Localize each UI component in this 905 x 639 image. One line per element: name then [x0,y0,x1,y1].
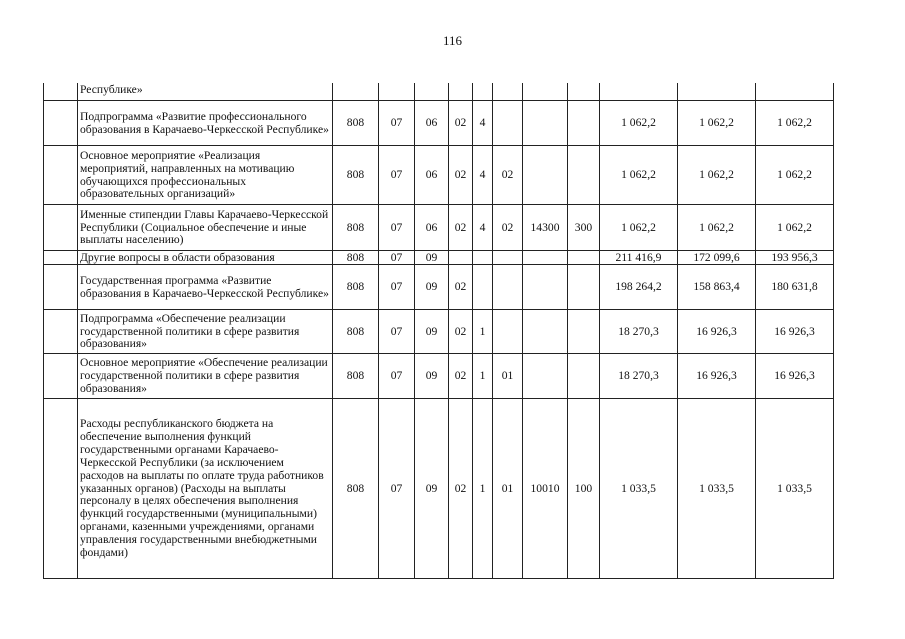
measure-cell: 02 [493,204,523,250]
year1-amount [600,83,678,100]
year1-amount: 1 062,2 [600,100,678,145]
section-cell: 07 [379,398,415,578]
year1-amount: 211 416,9 [600,250,678,264]
program-cell: 02 [449,309,473,353]
expense-type-cell [568,83,600,100]
expense-type-cell: 100 [568,398,600,578]
year3-amount [756,83,834,100]
year2-amount [678,83,756,100]
subsection-cell [415,83,449,100]
table-row [44,250,834,264]
program-cell: 02 [449,145,473,204]
measure-cell [493,309,523,353]
direction-cell [523,353,568,398]
program-cell: 02 [449,398,473,578]
table-row [44,145,834,204]
table-row [44,353,834,398]
year2-amount: 1 062,2 [678,145,756,204]
table-row [44,264,834,309]
year2-amount: 16 926,3 [678,353,756,398]
ved-cell: 808 [333,398,379,578]
blank-cell [44,204,78,250]
measure-cell [493,250,523,264]
expense-type-cell [568,100,600,145]
expense-type-cell [568,264,600,309]
item-name: Основное мероприятие «Реализация мероприятий, направленных на мотивацию обучающихся профессиональных образовательных организаций» [78,145,333,204]
ved-cell: 808 [333,264,379,309]
blank-cell [44,100,78,145]
program-cell [449,83,473,100]
year2-amount: 172 099,6 [678,250,756,264]
subprogram-cell [473,264,493,309]
subprogram-cell: 4 [473,145,493,204]
direction-cell [523,100,568,145]
subsection-cell: 09 [415,353,449,398]
year3-amount: 1 033,5 [756,398,834,578]
item-name: Подпрограмма «Развитие профессионального образования в Карачаево-Черкесской Республике» [78,100,333,145]
expense-type-cell [568,353,600,398]
section-cell [379,83,415,100]
ved-cell: 808 [333,100,379,145]
ved-cell: 808 [333,309,379,353]
subprogram-cell: 1 [473,353,493,398]
subsection-cell: 06 [415,100,449,145]
year1-amount: 18 270,3 [600,309,678,353]
table-row [44,100,834,145]
table-row [44,83,834,100]
year3-amount: 193 956,3 [756,250,834,264]
subprogram-cell: 4 [473,204,493,250]
expense-type-cell [568,309,600,353]
year2-amount: 1 062,2 [678,204,756,250]
expense-type-cell [568,250,600,264]
year2-amount: 1 062,2 [678,100,756,145]
subsection-cell: 09 [415,264,449,309]
ved-cell: 808 [333,250,379,264]
item-name: Республике» [78,83,333,100]
direction-cell [523,250,568,264]
year1-amount: 198 264,2 [600,264,678,309]
section-cell: 07 [379,264,415,309]
year2-amount: 16 926,3 [678,309,756,353]
item-name: Государственная программа «Развитие образования в Карачаево-Черкесской Республике» [78,264,333,309]
measure-cell [493,264,523,309]
section-cell: 07 [379,353,415,398]
ved-cell: 808 [333,204,379,250]
measure-cell: 02 [493,145,523,204]
year3-amount: 1 062,2 [756,204,834,250]
subprogram-cell: 1 [473,398,493,578]
subsection-cell: 06 [415,204,449,250]
measure-cell: 01 [493,353,523,398]
program-cell: 02 [449,264,473,309]
program-cell: 02 [449,353,473,398]
item-name: Подпрограмма «Обеспечение реализации государственной политики в сфере развития образования» [78,309,333,353]
item-name: Другие вопросы в области образования [78,250,333,264]
year3-amount: 16 926,3 [756,353,834,398]
section-cell: 07 [379,309,415,353]
year2-amount: 158 863,4 [678,264,756,309]
year1-amount: 18 270,3 [600,353,678,398]
program-cell: 02 [449,204,473,250]
measure-cell [493,100,523,145]
table-row [44,309,834,353]
year3-amount: 180 631,8 [756,264,834,309]
blank-cell [44,145,78,204]
subprogram-cell [473,250,493,264]
section-cell: 07 [379,204,415,250]
direction-cell [523,264,568,309]
year2-amount: 1 033,5 [678,398,756,578]
direction-cell [523,83,568,100]
page-number: 116 [442,33,463,48]
subsection-cell: 09 [415,250,449,264]
subsection-cell: 09 [415,398,449,578]
subprogram-cell: 4 [473,100,493,145]
section-cell: 07 [379,100,415,145]
measure-cell: 01 [493,398,523,578]
year3-amount: 16 926,3 [756,309,834,353]
ved-cell: 808 [333,145,379,204]
subprogram-cell [473,83,493,100]
subsection-cell: 06 [415,145,449,204]
blank-cell [44,353,78,398]
item-name: Именные стипендии Главы Карачаево-Черкесской Республики (Социальное обеспечение и иные выплаты населению) [78,204,333,250]
subsection-cell: 09 [415,309,449,353]
direction-cell [523,309,568,353]
expense-type-cell: 300 [568,204,600,250]
subprogram-cell: 1 [473,309,493,353]
year3-amount: 1 062,2 [756,145,834,204]
direction-cell [523,145,568,204]
year1-amount: 1 033,5 [600,398,678,578]
table-row [44,204,834,250]
item-name: Основное мероприятие «Обеспечение реализации государственной политики в сфере развития образования» [78,353,333,398]
item-name: Расходы республиканского бюджета на обеспечение выполнения функций государственными органами Карачаево-Черкесской Республики (за исключением расходов на выплаты по оплате труда работников указанных органов) (Расходы на выплаты персоналу в целях обеспечения выполнения функций государственными (муниципальными) органами, казенными учреждениями, органами управления государственными внебюджетными фондами) [78,398,333,578]
ved-cell [333,83,379,100]
program-cell: 02 [449,100,473,145]
section-cell: 07 [379,145,415,204]
blank-cell [44,398,78,578]
expense-type-cell [568,145,600,204]
blank-cell [44,309,78,353]
blank-cell [44,264,78,309]
budget-table [43,83,834,579]
section-cell: 07 [379,250,415,264]
program-cell [449,250,473,264]
year1-amount: 1 062,2 [600,204,678,250]
year3-amount: 1 062,2 [756,100,834,145]
table-row [44,398,834,578]
ved-cell: 808 [333,353,379,398]
blank-cell [44,250,78,264]
direction-cell: 14300 [523,204,568,250]
measure-cell [493,83,523,100]
direction-cell: 10010 [523,398,568,578]
year1-amount: 1 062,2 [600,145,678,204]
blank-cell [44,83,78,100]
